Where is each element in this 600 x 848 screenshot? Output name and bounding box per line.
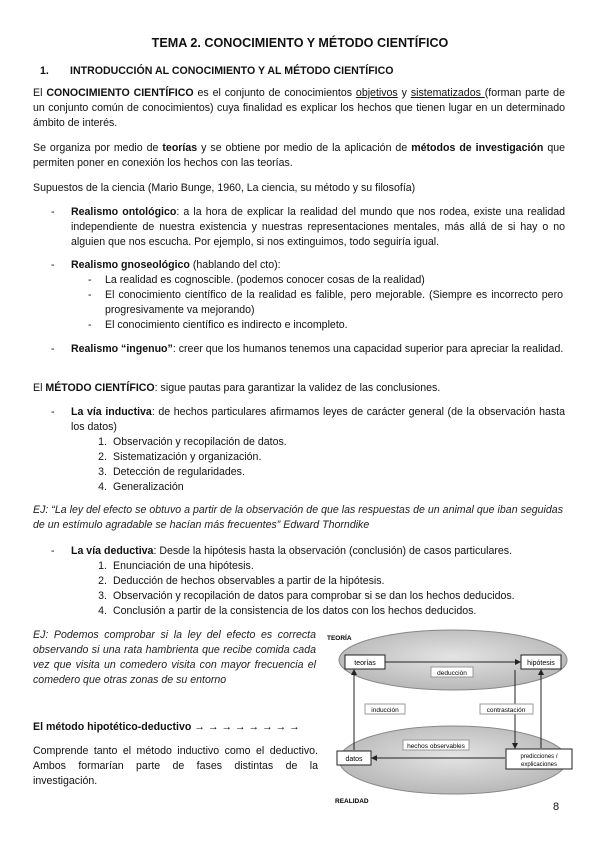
step-item: 4. Generalización	[98, 481, 184, 493]
hipotetico-heading: El método hipotético-deductivo → → → → → → → →	[33, 721, 300, 733]
sub-item: - El conocimiento científico de la realidad es falible, pero mejorable. (Siempre es incorrecto pero progresivamente va mejorando)	[88, 289, 563, 316]
svg-text:explicaciones: explicaciones	[520, 762, 558, 768]
paragraph-metodo: El MÉTODO CIENTÍFICO: sigue pautas para garantizar la validez de las conclusiones.	[33, 382, 441, 394]
example-thorndike: EJ: “La ley del efecto se obtuvo a partir de la observación de que las respuestas de un animal que iban seguidas de un estímulo agradable se hacían más frecuentes” Edward Thorndike	[33, 504, 563, 531]
label-realidad: REALIDAD	[335, 798, 369, 805]
page-title: TEMA 2. CONOCIMIENTO Y MÉTODO CIENTÍFICO	[151, 36, 449, 50]
sub-item: - La realidad es cognoscible. (podemos conocer cosas de la realidad)	[88, 274, 425, 286]
svg-text:contrastación: contrastación	[486, 707, 526, 714]
list-item-realismo-ingenuo: - Realismo “ingenuo”: creer que los humanos tenemos una capacidad superior para apreciar la realidad.	[51, 343, 564, 355]
list-item-via-deductiva: - La vía deductiva: Desde la hipótesis hasta la observación (conclusión) de casos particulares.	[51, 545, 513, 557]
svg-text:inducción: inducción	[371, 707, 399, 714]
step-item: 2. Sistematización y organización.	[98, 451, 262, 463]
section-title: INTRODUCCIÓN AL CONOCIMIENTO Y AL MÉTODO CIENTÍFICO	[70, 65, 394, 77]
step-item: 3. Observación y recopilación de datos para comprobar si se dan los hechos deducidos.	[98, 590, 515, 602]
svg-text:deducción: deducción	[437, 670, 467, 677]
label-teoria: TEORÍA	[327, 635, 352, 642]
svg-text:predicciones /: predicciones /	[520, 754, 558, 760]
list-item-via-inductiva: - La vía inductiva: de hechos particulares afirmamos leyes de carácter general (de la observación hasta los datos)	[51, 406, 565, 433]
svg-text:teorías: teorías	[354, 660, 376, 667]
section-number: 1.	[40, 65, 49, 77]
list-item-realismo-ontologico: - Realismo ontológico: a la hora de explicar la realidad del mundo que nos rodea, existe una realidad independiente de nuestra existencia y nuestras representaciones mentales, más allá de si hay o no alguien que nos escucha. Por ejemplo, si nos extinguimos, todo seguiría igual.	[51, 206, 565, 248]
paragraph-conocimiento: El CONOCIMIENTO CIENTÍFICO es el conjunto de conocimientos objetivos y sistematizados (forman parte de un conjunto común de conocimientos) cuya finalidad es explicar los hechos que tienen lugar en un determinado ámbito de interés.	[33, 87, 565, 129]
paragraph-hipotetico: Comprende tanto el método inductivo como el deductivo. Ambos formarían parte de fases distintas de la investigación.	[33, 745, 318, 787]
list-item-realismo-gnoseologico: - Realismo gnoseológico (hablando del cto):	[51, 259, 281, 271]
step-item: 4. Conclusión a partir de la consistencia de los datos con los hechos deducidos.	[98, 605, 477, 617]
step-item: 3. Detección de regularidades.	[98, 466, 245, 478]
svg-text:hechos observables: hechos observables	[407, 743, 465, 750]
example-rata: EJ: Podemos comprobar si la ley del efecto es correcta observando si una rata hambrienta que recibe comida cada vez que visita un comedero visita con mayor frecuencia el comedero que otras zonas de su entorno	[33, 629, 316, 686]
step-item: 2. Deducción de hechos observables a partir de la hipótesis.	[98, 575, 385, 587]
section-heading	[40, 64, 394, 79]
sub-item: - El conocimiento científico es indirecto e incompleto.	[88, 319, 348, 331]
svg-text:hipótesis: hipótesis	[527, 660, 555, 667]
step-item: 1. Observación y recopilación de datos.	[98, 436, 287, 448]
method-diagram	[325, 628, 575, 808]
paragraph-supuestos: Supuestos de la ciencia (Mario Bunge, 1960, La ciencia, su método y su filosofía)	[33, 182, 416, 194]
svg-text:datos: datos	[345, 756, 363, 763]
page-number: 8	[553, 801, 560, 813]
paragraph-teorias: Se organiza por medio de teorías y se obtiene por medio de la aplicación de métodos de investigación que permiten poner en conexión los hechos con las teorías.	[33, 142, 566, 169]
step-item: 1. Enunciación de una hipótesis.	[98, 560, 254, 572]
